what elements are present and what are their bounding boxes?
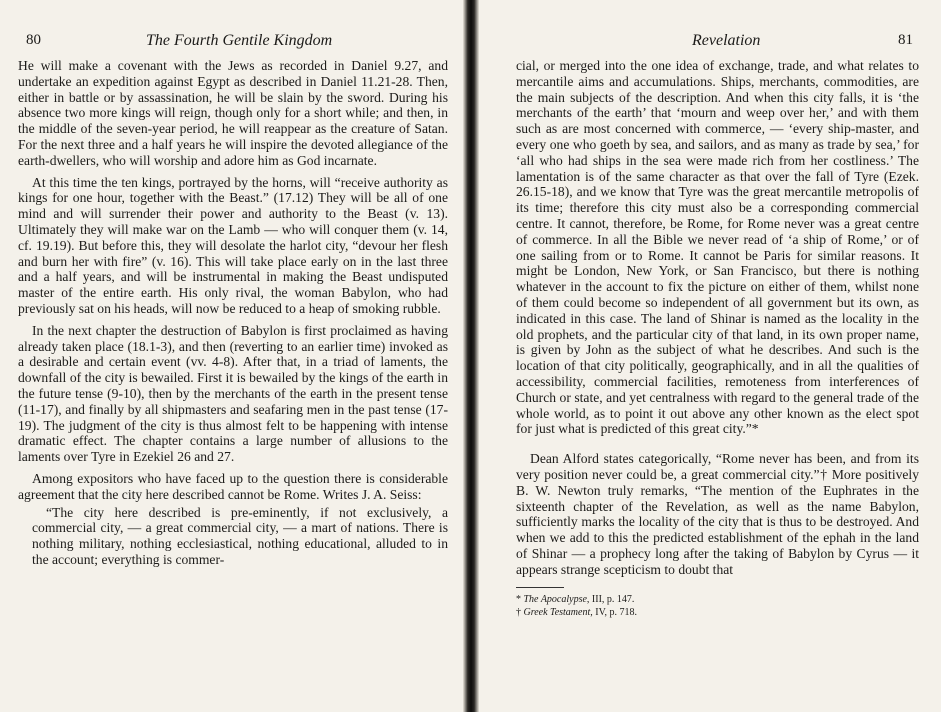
chapter-title-right: Revelation [692,32,761,49]
body-paragraph: At this time the ten kings, portrayed by the horns, will “receive authority as kings for one hour, together with the Beast.” (17.12) They will be all of one mind and will surrender their power and authority to the Beast (v. 13). Ultimately they will make war on the Lamb — who will conquer them (v. 14, cf. 19.19). But before this, they will desolate the harlot city, “devour her flesh and burn her with fire” (v. 16). This will take place early on in the last three and a half years, and will be instrumental in making the Beast undisputed master of the entire earth. His only rival, the woman Babylon, who had previously sat on his heads, will now be reduced to a heap of smoking rubble. [18,174,448,316]
footnote-ref: , IV, p. 718. [590,606,638,618]
footnote [516,606,919,619]
footnote-mark: † [516,606,521,618]
body-paragraph: In the next chapter the destruction of Babylon is first proclaimed as having already taken place (18.1-3), and then (reverting to an earlier time) invoked as a desirable and certain event (vv. 4-8). After that, in a triad of laments, the downfall of the city is bewailed. First it is bewailed by the kings of the earth in the future tense (9-10), then by the merchants of the earth in the present tense (11-17), and finally by all shipmasters and seafaring men in the past tense (17-19). The judgment of the city is thus almost felt to be happening with intense dramatic effect. The chapter contains a large number of allusions to the laments over Tyre in Ezekiel 26 and 27. [18,322,448,465]
chapter-title-left: The Fourth Gentile Kingdom [146,32,333,49]
block-quote: “The city here described is pre-eminently, if not exclusively, a commercial city, — a great commercial city, — a mart of nations. There is nothing military, nothing ecclesiastical, nothing educational, alluded to in the account; everything is commer- [32,504,448,567]
left-running-head [18,32,448,50]
footnote-ref: , III, p. 147. [586,593,635,605]
body-paragraph: Among expositors who have faced up to the question there is considerable agreement that the city here described cannot be Rome. Writes J. A. Seiss: [18,470,448,502]
body-paragraph: Dean Alford states categorically, “Rome never has been, and from its very position never could be, a great commercial city.”† More positively B. W. Newton truly remarks, “The mention of the Euphrates in the sixteenth chapter of the Revelation, as well as the name Babylon, sufficiently marks the locality of the city that is thus to be destroyed. And when we add to this the predicted establishment of the ephah in the land of Shinar — a prophecy long after the taking of Babylon by Cyrus — it appears strange scepticism to doubt that [516,451,919,577]
left-page [0,0,462,712]
right-page [480,0,941,712]
page-number-right: 81 [898,32,913,48]
body-paragraph: He will make a covenant with the Jews as recorded in Daniel 9.27, and undertake an expedition against Egypt as described in Daniel 11.21-28. Then, either in battle or by assassination, he will be slain by the sword. During his absence two more kings will reign, though only for a short while; and then, in the middle of the seven-year period, he will reappear as the creature of Satan. For the next three and a half years he will inspire the devoted allegiance of the earth-dwellers, who will worship and adore him as God incarnate. [18,58,448,168]
footnote-title: Greek Testament [523,606,591,618]
block-quote-continued: cial, or merged into the one idea of exchange, trade, and what relates to mercantile aims and accumulations. Ships, merchants, commodities, are the main subjects of the description. And when this city falls, it is ‘the merchants of the earth’ that ‘mourn and weep over her,’ and with them such as are most concerned with commerce, — ‘every ship-master, and every one who goeth by sea, and sailors, and as many as trade by sea,’ for ‘all who had ships in the sea were made rich from her costliness.’ The lamentation is of the same character as that over the fall of Tyre (Ezek. 26.15-18), and we know that Tyre was the great mercantile metropolis of its time; therefore this city must also be a corresponding commercial centre. It cannot, therefore, be Rome, for Rome never was a great centre of commerce. In all the Bible we never read of ‘a ship of Rome,’ or of one sailing from or to Rome. It cannot be Paris for similar reasons. It might be London, New York, or San Francisco, but there is nothing whatever in the account to fix the picture on either of them, whilst none of them could become so independent of all government but its own, as indicated in this case. The land of Shinar is named as the locality in the old prophets, and the particular city of that land, in its own proper name, is given by John as the subject of what he describes. And such is the location of that city politically, geographically, and in all the qualities of accessibility, commercial facilities, remoteness from interferences of Church or state, and yet centralness with regard to the general trade of the whole world, as to point it out above any other known as the elect spot for just what is predicted of this great city.”* [516,58,919,437]
book-gutter [463,0,479,712]
page-number-left: 80 [26,32,41,48]
footnote-mark: * [516,593,521,605]
section-spacer [516,437,919,451]
right-running-head [516,32,919,50]
footnote-title: The Apocalypse [523,593,587,605]
footnote [516,593,919,606]
footnote-rule [516,587,564,588]
